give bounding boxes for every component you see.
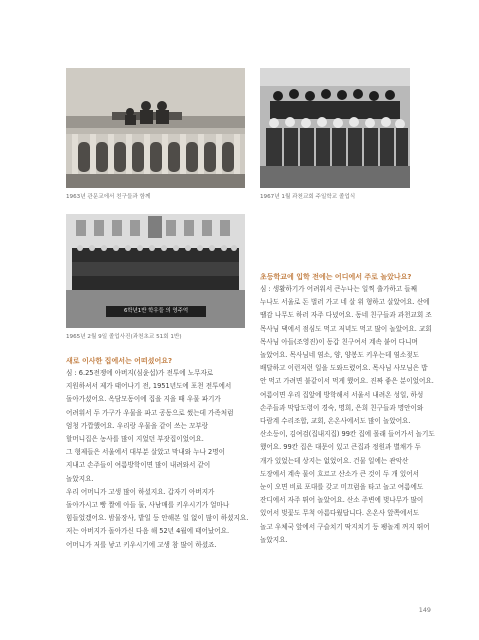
photo1-illustration xyxy=(66,68,245,188)
right-line: 목사님 댁에서 점심도 먹고 저녁도 먹고 많이 놀았어요. 교회 xyxy=(260,324,432,333)
caption-photo2: 1967년 1월 과천교회 주일학교 졸업식 xyxy=(260,194,356,200)
right-line: 도장에서 계속 물이 흐르고 산소가 큰 것이 두 개 있어서 xyxy=(260,469,419,478)
left-line: 돌아가셨어요. 옥담모동이에 집을 지을 때 우물 파기가 xyxy=(66,395,221,404)
right-line: 땔감 나무도 하러 자주 다녔어요. 동네 친구들과 과천교회 조 xyxy=(260,311,432,320)
right-line: 개가 있었는데 상지는 없었어요. 건물 일에는 관악산 xyxy=(260,456,409,465)
left-line: 저는 아버지가 돌아가신 다음 해 52년 4월에 태어났어요. xyxy=(66,527,230,536)
left-line: 그 형제들은 서울에서 대부분 살았고 막내와 누나 2명이 xyxy=(66,448,225,457)
right-line: 놀았지요. xyxy=(260,535,288,544)
right-line: 눈이 오면 비료 포대를 갖고 미끄럼을 타고 놀고 여름에도 xyxy=(260,483,424,492)
left-line: 지내고 손주들이 여름방학이면 많이 내려와서 같이 xyxy=(66,461,211,470)
left-line: 돌아가시고 빵 짤에 아들 둘, 사남매를 키우시기가 얼마나 xyxy=(66,501,230,510)
right-line: 배달하고 이런저런 일을 도와드렸어요. 목사님 사모님은 밥 xyxy=(260,364,428,373)
right-line: 산소등이, 김여검(집내지집) 99칸 집에 몰래 들어가서 놀기도 xyxy=(260,430,435,439)
photo2-illustration xyxy=(260,68,410,188)
right-line: 목사님 아들(조영진)이 동갑 친구여서 계속 붙어 다니며 xyxy=(260,337,418,346)
right-line: 놀았어요. 목사님네 염소, 양, 양봉도 키우는데 염소젖도 xyxy=(260,351,419,360)
left-section-heading: 새로 이사한 집에서는 어떠셨어요? xyxy=(66,357,173,365)
left-line: 힘들었겠어요. 밤물장사, 밭일 등 안해본 일 없이 많이 하셨지요. xyxy=(66,514,249,523)
right-line: 잔디에서 자주 뛰어 놀았어요. 산소 주변에 벚나무가 많이 xyxy=(260,496,424,505)
right-line: 했어요. 99칸 집은 대문이 있고 큰집과 정원과 별채가 두 xyxy=(260,443,422,452)
photo3-banner-text: 6학년1반 학우들 의 영주억 xyxy=(123,308,189,314)
caption-photo1: 1963년 관문교에서 친구들과 함께 xyxy=(66,194,151,200)
photo-graduation-1965 xyxy=(66,214,245,328)
right-line: 누나도 서울로 돈 벌러 가고 네 살 위 형하고 살았어요. 산에 xyxy=(260,298,430,307)
left-line: 어머니가 저를 낳고 키우시기에 고생 참 많이 하셨죠. xyxy=(66,540,217,549)
left-line: 할머니집은 농사를 많이 지었던 부잣집이었어요. xyxy=(66,435,204,444)
right-line: 있어서 벚꽃도 무척 아름다웠답니다. 온온사 앞쪽에서도 xyxy=(260,509,420,518)
photo-sunday-school-1967 xyxy=(260,68,410,188)
left-line: 엄청 가깝했어요. 우리랑 우물을 같이 쓰는 꼬부랑 xyxy=(66,421,209,430)
left-line: 우리 어머니가 고생 많이 하셨지요. 갑자기 아버지가 xyxy=(66,487,215,496)
left-line: 놀았지요. xyxy=(66,474,94,483)
caption-photo3: 1965년 2월 9일 졸업사진(과천초교 51회 1반) xyxy=(66,334,182,340)
right-line: 다람계 수리조합, 교회, 온온사에서도 많이 놀았어요. xyxy=(260,417,411,426)
left-column-body xyxy=(66,367,248,552)
right-column-body xyxy=(260,283,440,547)
left-line: 지원하셔서 제가 태어나기 전, 1951년도에 포천 전투에서 xyxy=(66,382,232,391)
right-line: 놀고 우체국 앞에서 구슬치기 딱지치기 등 팽놀계 꺼지 뛰어 xyxy=(260,522,430,531)
right-line: 손주들과 막답도령이 경숙, 명희, 은희 친구들과 명안이와 xyxy=(260,403,424,412)
right-line: 심 : 생활하기가 어려워서 큰누나는 일찍 출가하고 들째 xyxy=(260,285,418,293)
left-line: 어려워서 두 가구가 우물을 파고 공동으로 썼는데 가족처럼 xyxy=(66,408,234,417)
left-line: 심 : 6.25전쟁에 아버지(심윤섭)가 전투에 노무자로 xyxy=(66,369,214,377)
page-number: 149 xyxy=(418,606,431,614)
photo-friends-1963 xyxy=(66,68,245,188)
right-section-heading: 초등학교에 입학 전에는 어디에서 주로 놀았나요? xyxy=(260,273,412,281)
right-line: 안 먹고 가려면 불같이서 먹게 했어요. 진짜 좋은 분이었어요. xyxy=(260,377,434,386)
right-line: 여름이면 우리 집앞에 방학해서 서울서 내려온 성일, 하성 xyxy=(260,390,424,399)
